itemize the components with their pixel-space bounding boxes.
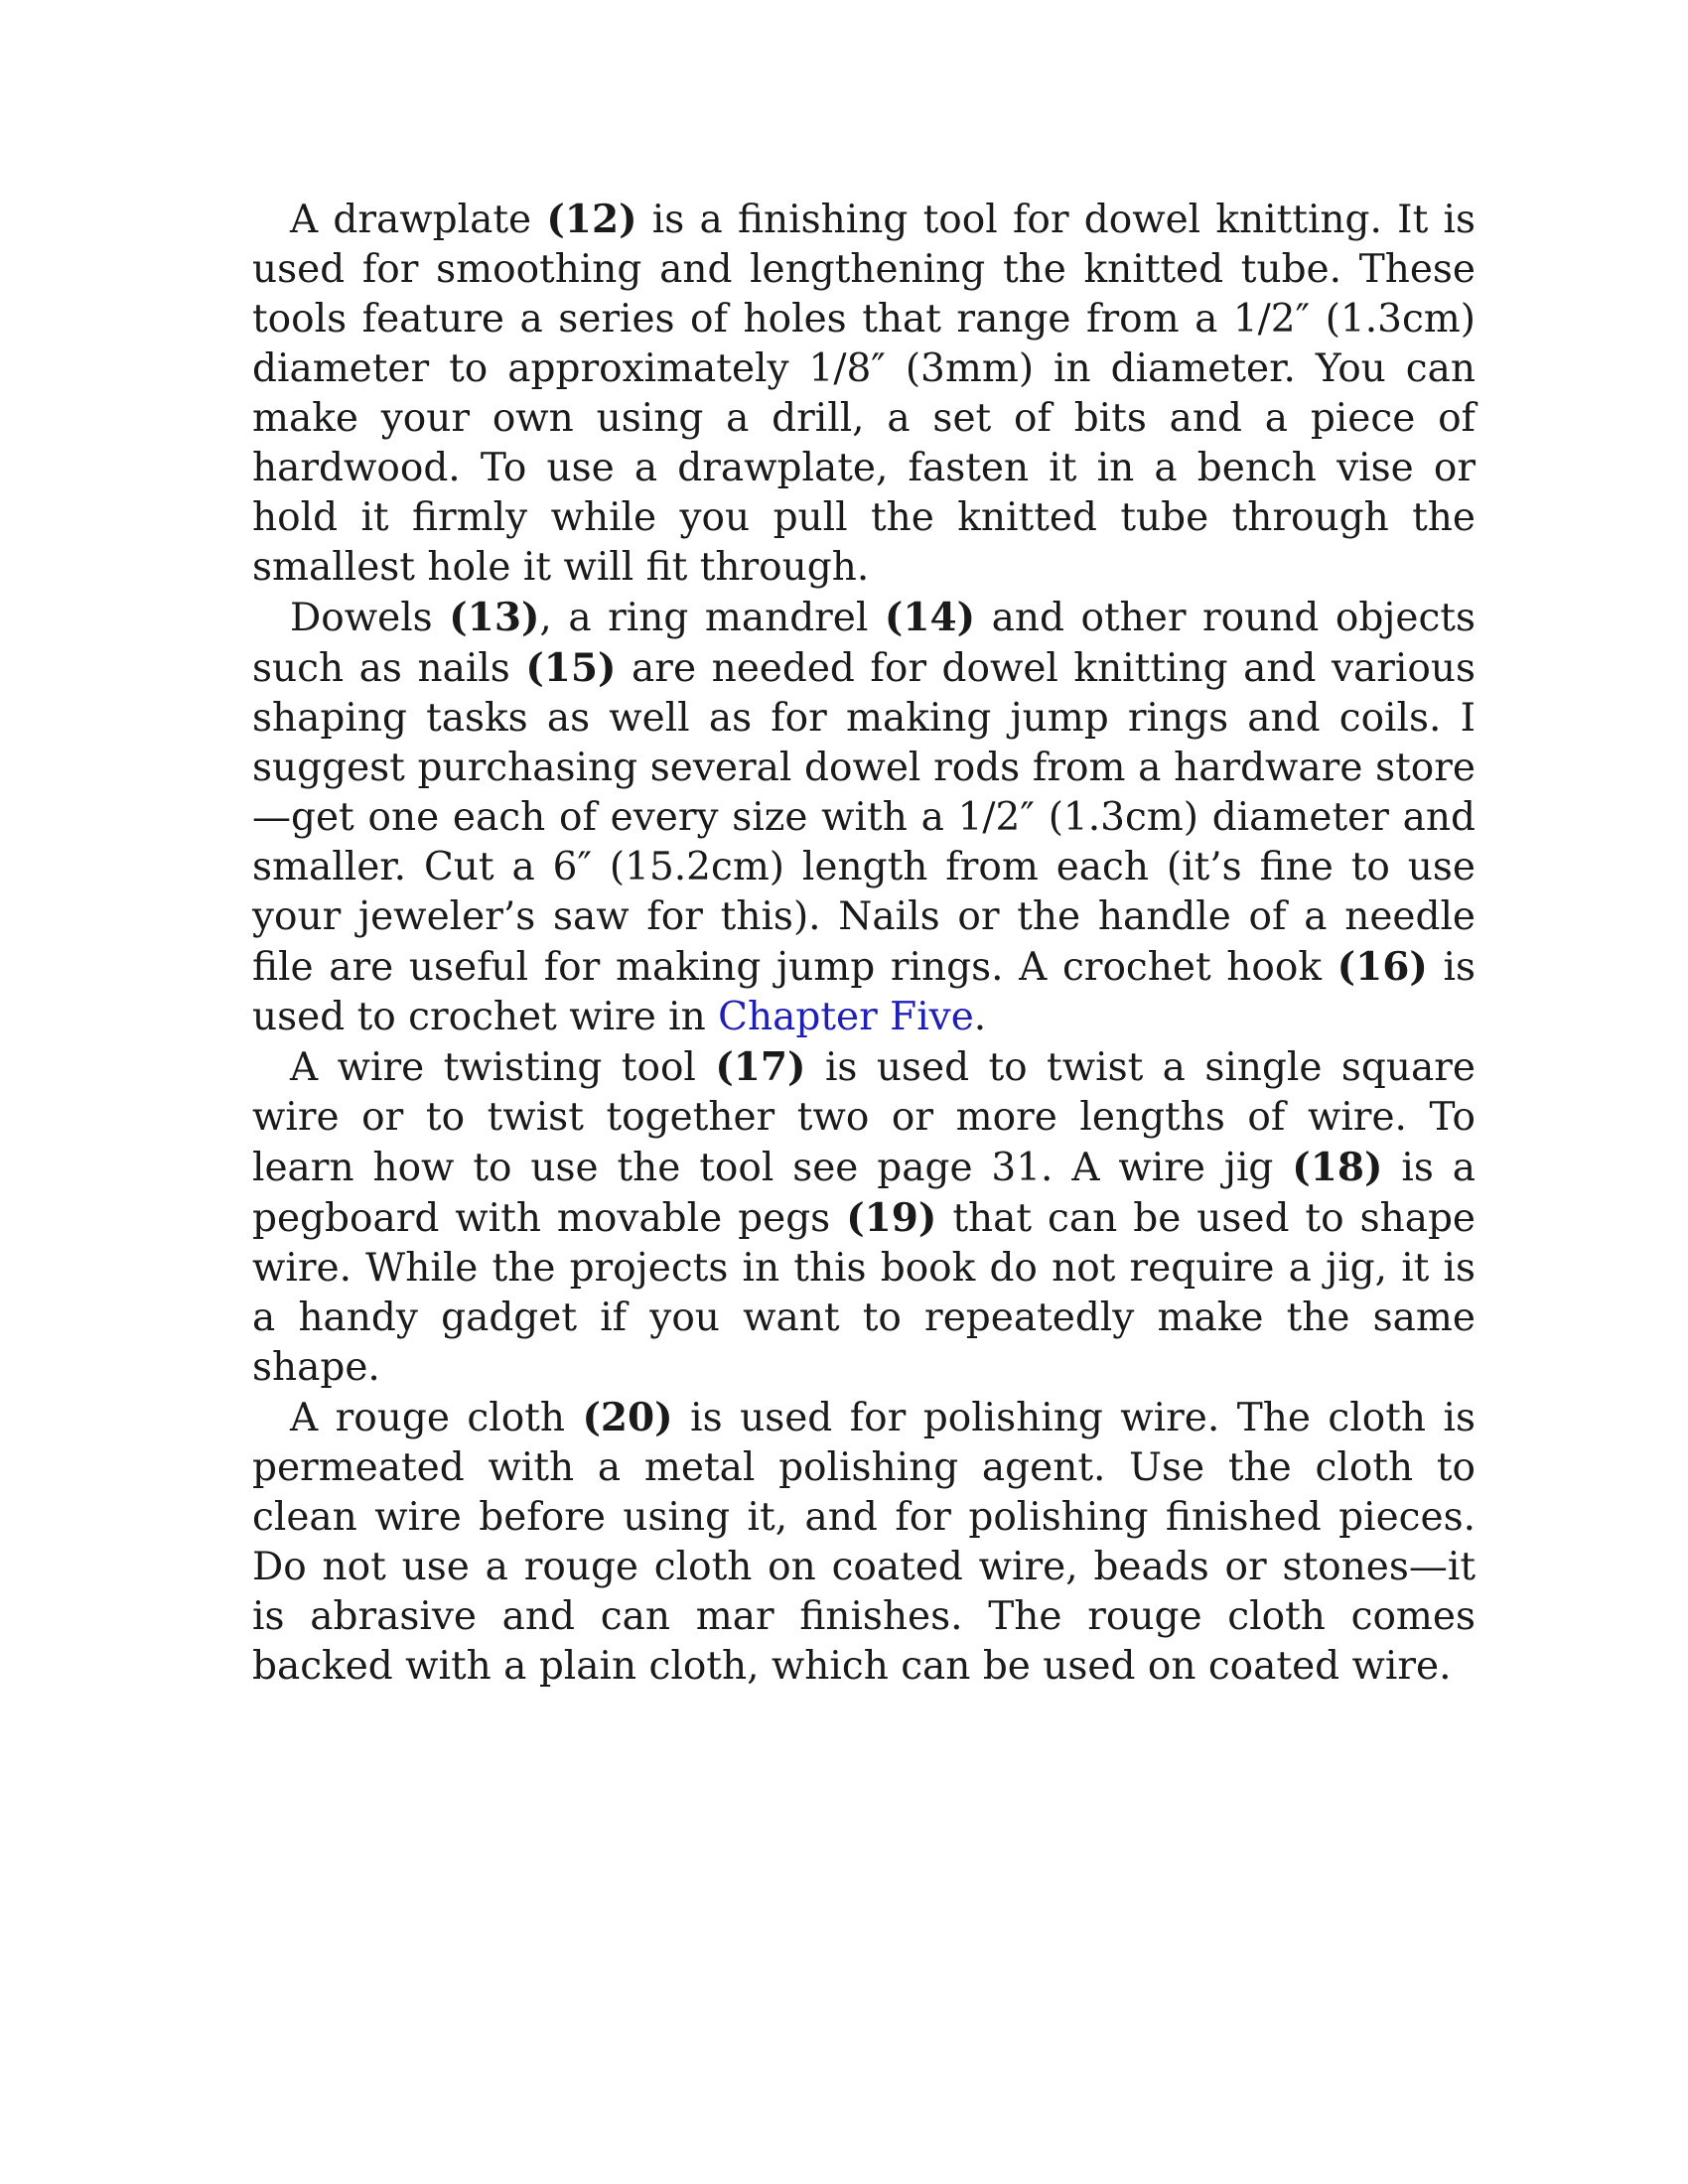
- text-segment: are needed for dowel knitting and various shaping tasks as well as for making jump rings and coils. I suggest purchasing several dowel rods from a hardware store—get one each of every size with a 1/2″ (1.3cm) diameter and smaller. Cut a 6″ (15.2cm) length from each (it’s fine to use your jeweler’s saw for this). Nails or the handle of a needle file are useful for making jump rings. A crochet hook: [252, 646, 1476, 990]
- figure-ref-20: (20): [582, 1395, 673, 1440]
- text-segment: is used to twist a single square wire or to twist together two or more lengths of wire. To learn how to use the tool see page 31. A wire jig: [252, 1045, 1476, 1190]
- text-segment: Dowels: [290, 596, 450, 640]
- text-segment: is used to crochet wire in: [252, 945, 1477, 1039]
- paragraph-dowels: [252, 593, 1476, 1042]
- text-segment: A rouge cloth: [290, 1396, 583, 1440]
- figure-ref-14: (14): [884, 595, 976, 640]
- text-segment: and other round objects such as nails: [252, 596, 1476, 691]
- figure-ref-17: (17): [715, 1044, 806, 1090]
- figure-ref-15: (15): [525, 645, 617, 691]
- figure-ref-12: (12): [546, 197, 637, 242]
- figure-ref-16: (16): [1336, 944, 1428, 990]
- text-segment: is used for polishing wire. The cloth is permeated with a metal polishing agent. Use the cloth to clean wire before using it, and for polishing finished pieces. Do not use a rouge cloth on coated wire, beads or stones—it is abrasive and can mar finishes. The rouge cloth comes backed with a plain cloth, which can be used on coated wire.: [252, 1396, 1476, 1689]
- page-body: [252, 195, 1476, 1692]
- paragraph-drawplate: [252, 195, 1476, 593]
- text-segment: that can be used to shape wire. While the projects in this book do not require a jig, it is a handy gadget if you want to repeatedly make the same shape.: [252, 1196, 1476, 1390]
- figure-ref-19: (19): [846, 1195, 937, 1241]
- figure-ref-13: (13): [449, 595, 540, 640]
- paragraph-rouge-cloth: [252, 1393, 1476, 1692]
- chapter-five-link[interactable]: Chapter Five: [718, 995, 974, 1039]
- paragraph-wire-twisting-tool: [252, 1042, 1476, 1393]
- text-segment: .: [973, 995, 987, 1039]
- text-segment: is a finishing tool for dowel knitting. It is used for smoothing and lengthening the knitted tube. These tools feature a series of holes that range from a 1/2″ (1.3cm) diameter to approximately 1/8″ (3mm) in diameter. You can make your own using a drill, a set of bits and a piece of hardwood. To use a drawplate, fasten it in a bench vise or hold it firmly while you pull the knitted tube through the smallest hole it will fit through.: [252, 198, 1476, 590]
- text-segment: , a ring mandrel: [539, 596, 885, 640]
- figure-ref-18: (18): [1292, 1145, 1383, 1190]
- text-segment: A wire twisting tool: [290, 1045, 716, 1090]
- text-segment: A drawplate: [290, 198, 547, 242]
- text-segment: is a pegboard with movable pegs: [252, 1146, 1476, 1241]
